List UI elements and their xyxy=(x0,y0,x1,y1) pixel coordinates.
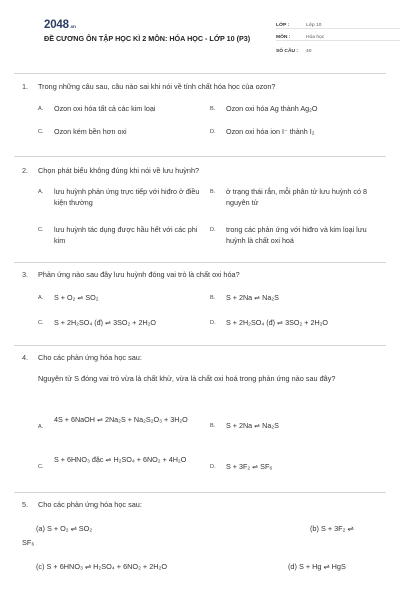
question-text: Cho các phản ứng hóa học sau: xyxy=(38,500,142,509)
question-4 xyxy=(22,353,386,483)
divider xyxy=(14,73,386,74)
option-text: trong các phản ứng với hiđro và kim loại lưu huỳnh là chất oxi hoá xyxy=(226,225,367,245)
option-text: Ozon oxi hóa Ag thành Ag₂O xyxy=(226,104,318,113)
reaction-b-continued: SF₆ xyxy=(22,538,35,547)
question-text: Trong những câu sau, câu nào sai khi nói về tính chất hóa học của ozon? xyxy=(38,82,276,91)
question-text: Cho các phản ứng hóa học sau: xyxy=(38,353,142,362)
question-number: 5. xyxy=(22,500,29,509)
option-text: ở trạng thái rắn, mỗi phân tử lưu huỳnh có 8 nguyên tử xyxy=(226,187,367,207)
option-label: A. xyxy=(38,189,44,195)
option-label: C. xyxy=(38,464,44,470)
question-number: 4. xyxy=(22,353,29,362)
meta-class-value: Lớp 10 xyxy=(306,22,322,28)
option-text: S + 6HNO₃ đặc ⇌ H₂SO₄ + 6NO₂ + 4H₂O xyxy=(54,455,187,464)
reaction-a: (a) S + O₂ ⇌ SO₂ xyxy=(36,524,93,533)
divider xyxy=(14,492,386,493)
header xyxy=(22,0,386,72)
option-label: B. xyxy=(210,189,216,195)
meta-count-key: SỐ CÂU : xyxy=(276,48,299,54)
option-text: S + O₂ ⇌ SO₂ xyxy=(54,293,99,302)
option-text: lưu huỳnh tác dụng được hầu hết với các phi kim xyxy=(54,225,198,245)
option-c[interactable] xyxy=(38,127,208,138)
option-label: C. xyxy=(38,227,44,233)
question-number: 1. xyxy=(22,82,29,91)
page-title: ĐỀ CƯƠNG ÔN TẬP HỌC KÌ 2 MÔN: HÓA HỌC - LỚP 10 (P3) xyxy=(44,34,251,43)
option-c[interactable] xyxy=(38,225,208,247)
option-label: D. xyxy=(210,464,216,470)
site-logo[interactable] xyxy=(44,19,76,31)
question-header xyxy=(22,166,386,175)
divider xyxy=(14,262,386,263)
option-label: A. xyxy=(38,106,44,112)
option-c[interactable] xyxy=(38,453,198,482)
question-text: Phản ứng nào sau đây lưu huỳnh đóng vai trò là chất oxi hóa? xyxy=(38,270,240,279)
reaction-b: (b) S + 3F₂ ⇌ xyxy=(310,524,354,533)
option-label: D. xyxy=(210,227,216,233)
option-text: S + 2Na ⇌ Na₂S xyxy=(226,421,279,430)
reaction-c: (c) S + 6HNO₃ ⇌ H₂SO₄ + 6NO₂ + 2H₂O xyxy=(36,562,168,571)
option-d[interactable] xyxy=(210,127,390,138)
option-d[interactable] xyxy=(210,462,380,473)
option-a[interactable] xyxy=(38,187,203,209)
option-label: C. xyxy=(38,129,44,135)
meta-count-value: 40 xyxy=(306,48,312,54)
meta-subject-key: MÔN : xyxy=(276,35,291,40)
option-d[interactable] xyxy=(210,225,382,247)
question-number: 3. xyxy=(22,270,29,279)
option-text: Ozon kém bền hơn oxi xyxy=(54,127,127,136)
question-paragraph: Nguyên tử S đóng vai trò vừa là chất khử, vừa là chất oxi hoá trong phản ứng nào sau đây? xyxy=(38,374,336,383)
meta-class-key: LỚP : xyxy=(276,22,290,28)
question-5 xyxy=(22,500,386,596)
divider xyxy=(14,156,386,157)
question-header xyxy=(22,270,386,279)
question-2 xyxy=(22,166,386,256)
question-header xyxy=(22,82,386,91)
option-text: lưu huỳnh phản ứng trực tiếp với hiđro ở điều kiện thường xyxy=(54,187,200,207)
option-b[interactable] xyxy=(210,187,380,209)
question-3 xyxy=(22,270,386,345)
question-header xyxy=(22,500,386,509)
option-text: Ozon oxi hóa tất cả các kim loại xyxy=(54,104,156,113)
option-b[interactable] xyxy=(210,293,380,304)
option-c[interactable] xyxy=(38,318,210,329)
option-text: S + 2Na ⇌ Na₂S xyxy=(226,293,279,302)
meta-subject-row xyxy=(276,29,400,42)
question-1 xyxy=(22,82,386,152)
option-label: B. xyxy=(210,106,216,112)
option-label: C. xyxy=(38,320,44,326)
option-text: S + 3F₂ ⇌ SF₆ xyxy=(226,462,273,471)
reaction-d: (d) S + Hg ⇌ HgS xyxy=(288,562,346,571)
meta-count-row xyxy=(276,41,400,54)
meta-info xyxy=(276,16,400,54)
question-text: Chọn phát biểu không đúng khi nói về lưu huỳnh? xyxy=(38,166,200,175)
meta-subject-value: Hóa học xyxy=(306,35,325,40)
option-label: A. xyxy=(38,424,44,430)
option-text: S + 2H₂SO₄ (đ) ⇌ 3SO₂ + 2H₂O xyxy=(54,318,157,327)
option-label: B. xyxy=(210,295,216,301)
option-b[interactable] xyxy=(210,104,390,115)
option-text: 4S + 6NaOH ⇌ 2Na₂S + Na₂S₂O₃ + 3H₂O xyxy=(54,415,188,424)
option-a[interactable] xyxy=(38,413,198,442)
meta-class-row xyxy=(276,16,400,29)
option-text: Ozon oxi hóa ion I⁻ thành I₂ xyxy=(226,127,315,136)
option-label: B. xyxy=(210,423,216,429)
option-label: A. xyxy=(38,295,44,301)
option-label: D. xyxy=(210,320,216,326)
divider xyxy=(14,345,386,346)
option-text: S + 2H₂SO₄ (đ) ⇌ 3SO₂ + 2H₂O xyxy=(226,318,329,327)
option-label: D. xyxy=(210,129,216,135)
option-d[interactable] xyxy=(210,318,386,329)
logo-main: 2048 xyxy=(44,19,69,31)
question-number: 2. xyxy=(22,166,29,175)
option-a[interactable] xyxy=(38,293,208,304)
question-header xyxy=(22,353,386,362)
logo-suffix: .vn xyxy=(69,24,76,29)
option-a[interactable] xyxy=(38,104,208,115)
option-b[interactable] xyxy=(210,421,380,432)
